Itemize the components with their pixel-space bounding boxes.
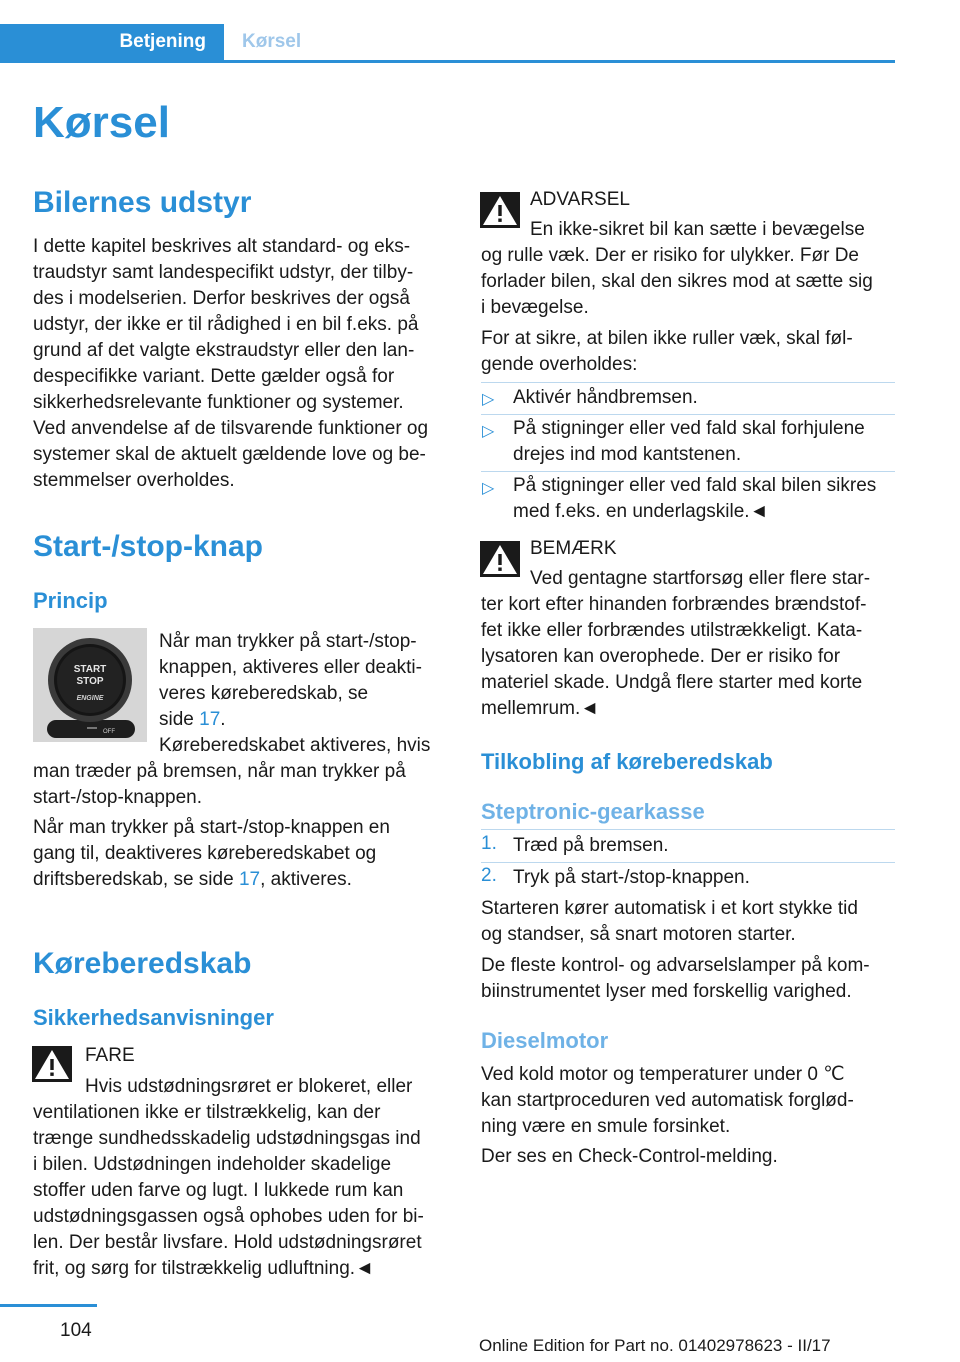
princip-text: Når man trykker på start-/stop- knappen, aktiveres eller deakti- veres køreberedskab, se side 17. (159, 631, 422, 730)
list-item: På stigninger eller ved fald skal forhjulene drejes ind mod kantstenen. (513, 418, 865, 465)
bemaerk-text: Ved gentagne startforsøg eller flere star- ter kort efter hinanden forbrændes brændstof- fet ikke eller forbrændes utilstrækkeligt. Kata- lysatoren kan overophede. Der er risiko for materiel skade. Undgå flere starter med korte mellemrum.◄ (481, 568, 871, 719)
list-separator (481, 862, 895, 863)
subsection-title-tilkobling: Tilkobling af køreberedskab (481, 749, 773, 774)
fare-label: FARE (85, 1045, 135, 1066)
page-link-17[interactable]: 17 (199, 709, 221, 730)
section-title-start-stop-knap: Start-/stop-knap (33, 530, 264, 563)
edition-footer: Online Edition for Part no. 01402978623 - II/17 (479, 1336, 831, 1355)
princip-para3: Når man trykker på start-/stop-knappen en gang til, deaktiveres køreberedskabet og driftsberedskab, se side 17, aktiveres. (33, 817, 390, 890)
header-tab-bar (0, 24, 895, 63)
footer-accent-line (0, 1304, 97, 1307)
button-label-stop: STOP (76, 676, 104, 687)
bullet-triangle-icon: ▷ (482, 423, 495, 440)
subsection-title-dieselmotor: Dieselmotor (481, 1028, 609, 1053)
section-title-bilernes-udstyr: Bilernes udstyr (33, 186, 252, 219)
tab-betjening[interactable]: Betjening (0, 24, 224, 60)
step-text: Træd på bremsen. (513, 835, 669, 856)
bullet-triangle-icon: ▷ (482, 480, 495, 497)
step-number: 2. (481, 865, 497, 886)
section-bilernes-udstyr-text: I dette kapitel beskrives alt standard- og eks- traudstyr samt landespecifikt udstyr, der tilby- des i modelserien. Derfor beskrives der også udstyr, der ikke er til rådighed i en bil f.eks. på grund af det valgte ekstraudstyr eller den lan- despecifikke variant. Dette gælder også for sikkerhedsrelevante funktioner og systemer. Ved anvendelse af de tilsvarende funktioner og systemer skal de aktuelt gældende love og be- stemmelser overholdes. (33, 236, 429, 491)
advarsel-label: ADVARSEL (530, 189, 630, 210)
check-control-text: Der ses en Check-Control-melding. (481, 1146, 778, 1167)
princip-para2: Køreberedskabet aktiveres, hvis man træder på bremsen, når man trykker på start-/stop-knappen. (33, 735, 431, 808)
subsection-title-steptronic: Steptronic-gearkasse (481, 799, 705, 824)
list-item: På stigninger eller ved fald skal bilen sikres med f.eks. en underlagskile.◄ (513, 475, 877, 522)
fare-text: Hvis udstødningsrøret er blokeret, eller ventilationen ikke er tilstrækkelig, kan der trænge sundhedsskadelig udstødningsgas ind i bilen. Udstødningen indeholder skadelige stoffer uden farve og lugt. I lukkede rum kan udstødningsgassen også ophobes uden for bi- len. Der består livsfare. Hold udstødningsrøret frit, og sørg for tilstrækkelig udluftning.◄ (33, 1076, 424, 1279)
subsection-title-sikkerhedsanvisninger: Sikkerhedsanvisninger (33, 1005, 274, 1030)
step-text: Tryk på start-/stop-knappen. (513, 867, 750, 888)
list-separator (481, 471, 895, 472)
page-number: 104 (60, 1320, 92, 1341)
chapter-title: Kørsel (33, 98, 170, 147)
list-item: Aktivér håndbremsen. (513, 387, 698, 408)
tab-korsel[interactable]: Kørsel (242, 31, 302, 52)
page-link-17-second[interactable]: 17 (238, 869, 261, 890)
diesel-text: Ved kold motor og temperaturer under 0 ℃ kan startproceduren ved automatisk forglød- ning være en smule forsinket. (481, 1064, 854, 1137)
starter-text: Starteren kører automatisk i et kort stykke tid og standser, så snart motoren starter. (481, 898, 858, 945)
section-title-koreberedskab: Køreberedskab (33, 947, 252, 980)
subsection-title-princip: Princip (33, 588, 108, 613)
start-stop-button-image (33, 628, 147, 742)
button-label-engine: ENGINE (76, 695, 104, 702)
button-label-off: OFF (103, 729, 115, 735)
bemaerk-label: BEMÆRK (530, 538, 617, 559)
button-label-start: START (73, 664, 107, 675)
list-separator (481, 829, 895, 830)
bullet-triangle-icon: ▷ (482, 391, 495, 408)
secure-intro-text: For at sikre, at bilen ikke ruller væk, skal føl- gende overholdes: (481, 328, 853, 375)
list-separator (481, 414, 895, 415)
step-number: 1. (481, 833, 497, 854)
list-separator (481, 382, 895, 383)
advarsel-text: En ikke-sikret bil kan sætte i bevægelse og rulle væk. Der er risiko for ulykker. Før De forlader bilen, skal den sikres mod at sætte sig i bevægelse. (481, 219, 873, 318)
lamps-text: De fleste kontrol- og advarselslamper på kom- biinstrumentet lyser med forskellig varighed. (481, 955, 870, 1002)
